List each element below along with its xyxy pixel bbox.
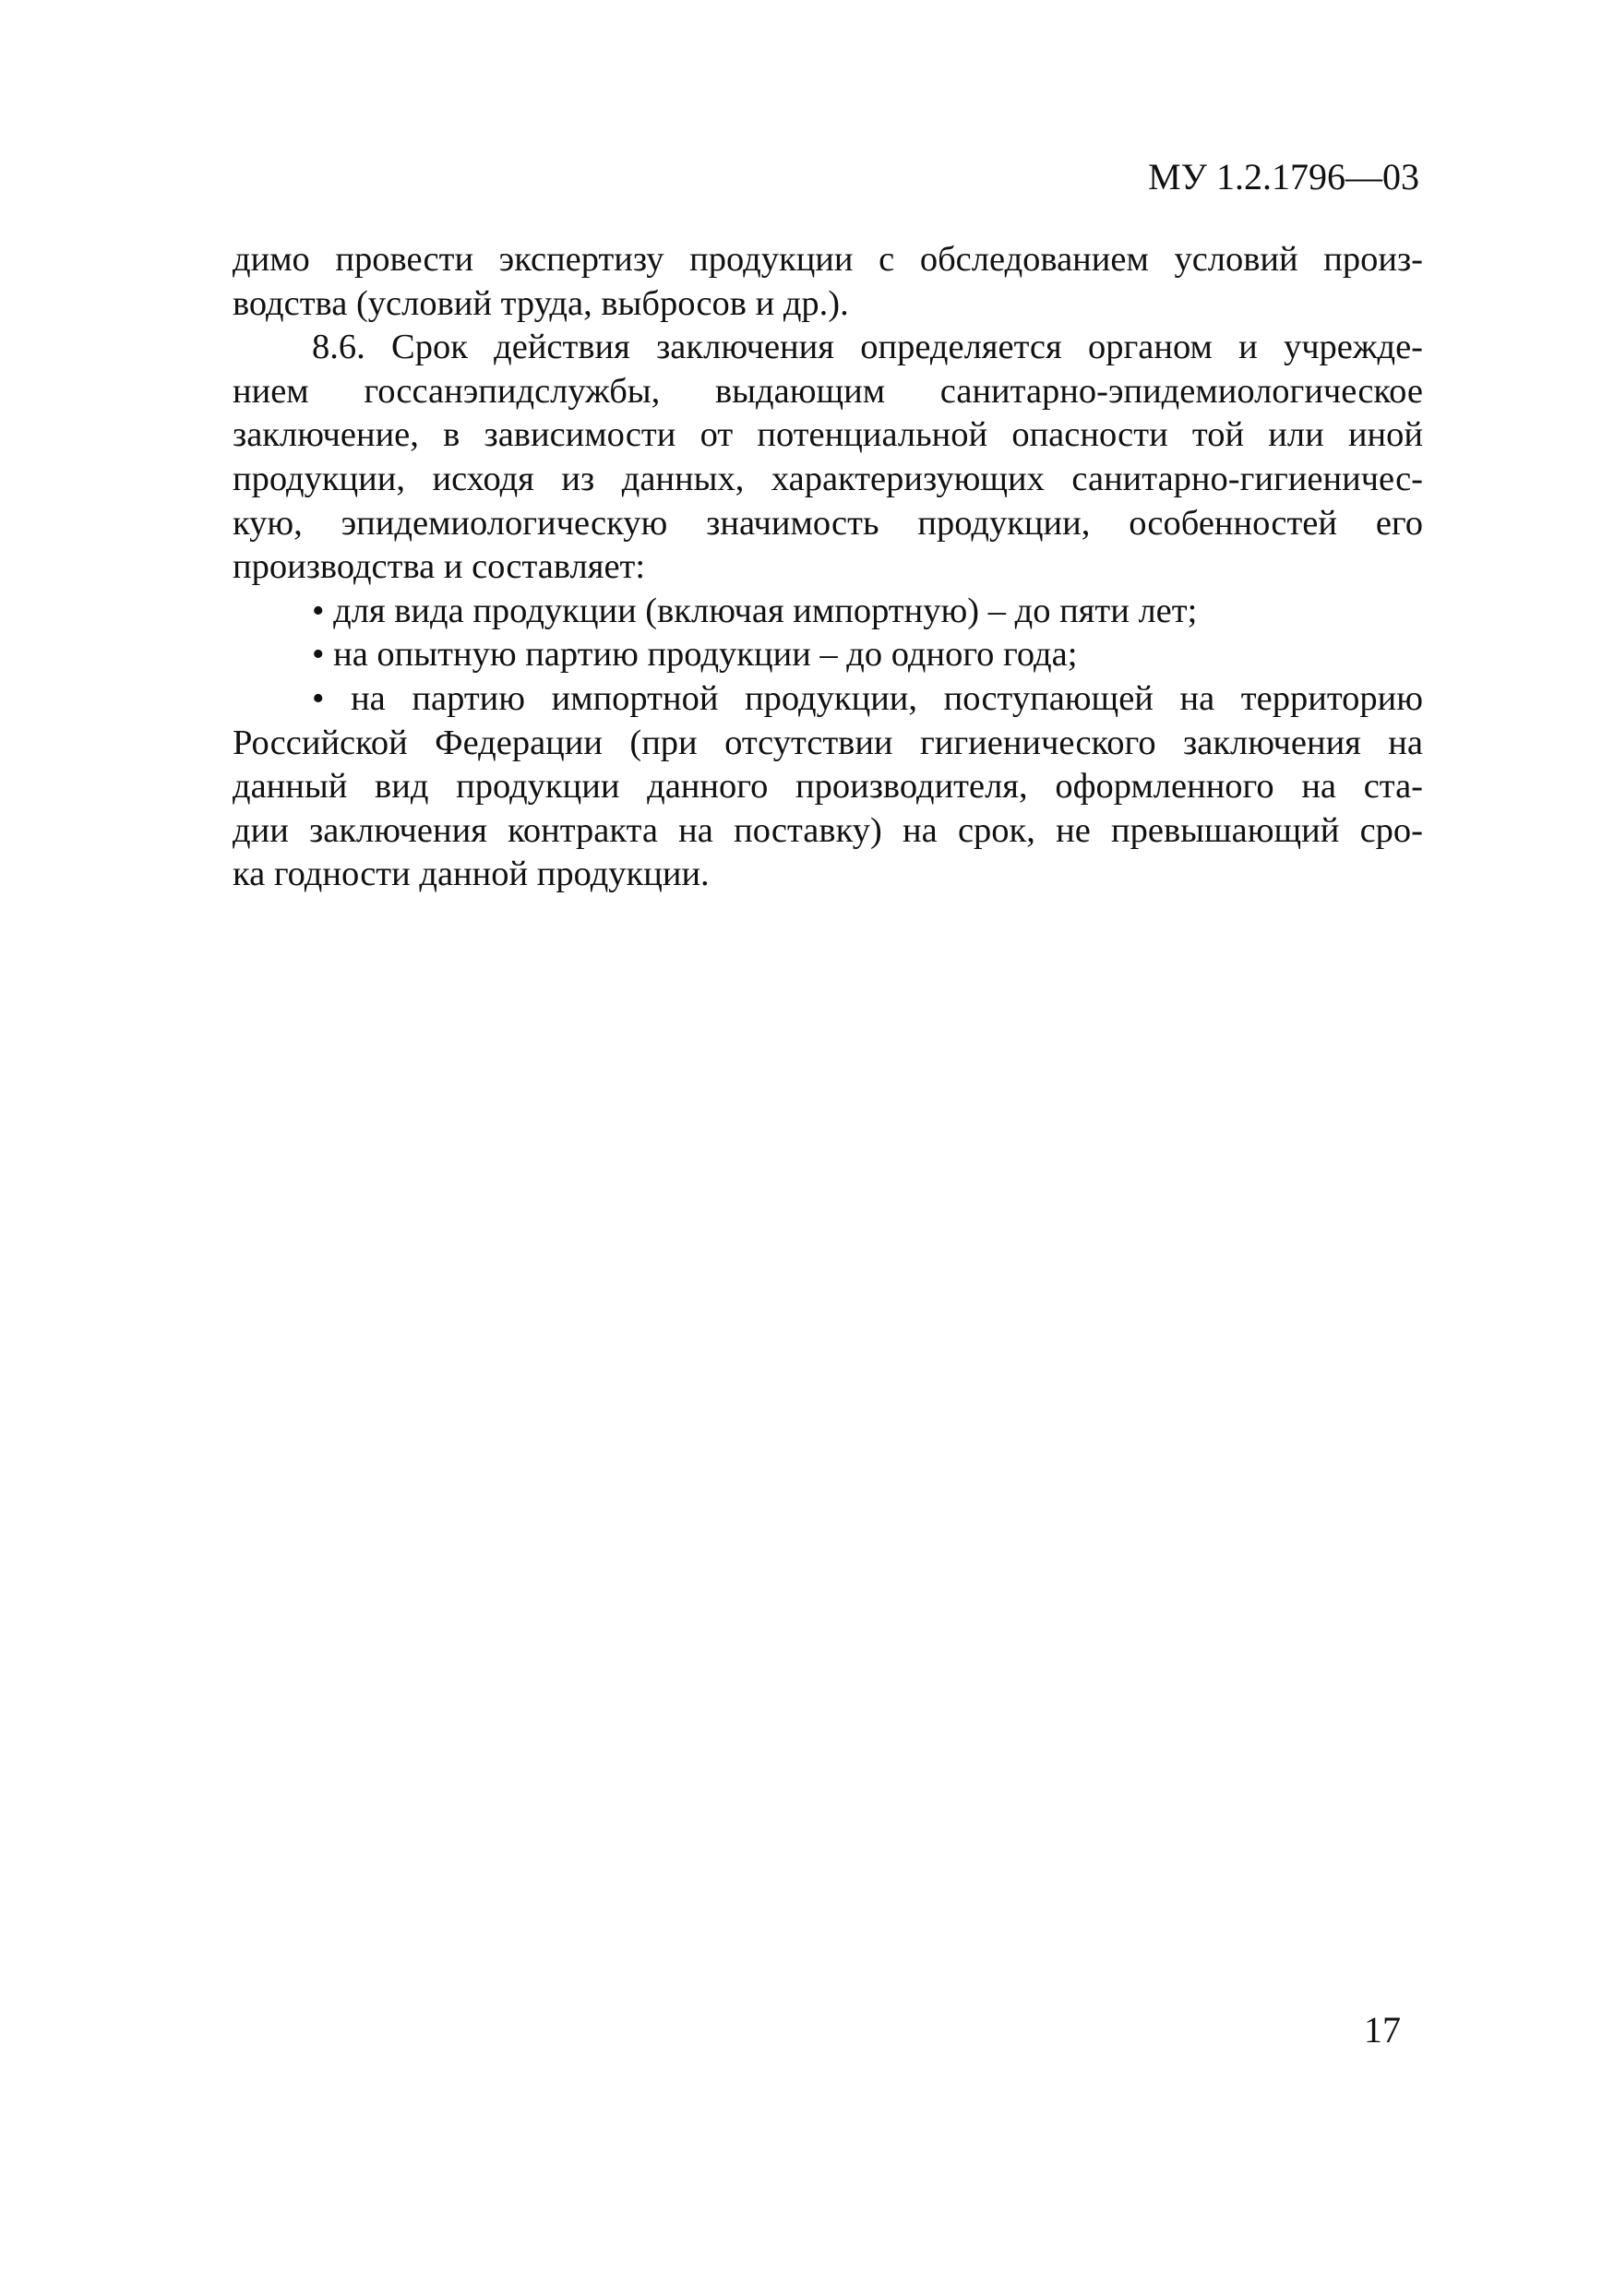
text-line: водства (условий труда, выбросов и др.). xyxy=(233,283,849,323)
text-line: данный вид продукции данного производителя, оформленного на ста- xyxy=(233,767,1423,807)
text-line: заключение, в зависимости от потенциальной опасности той или иной xyxy=(233,415,1423,455)
text-line: димо провести экспертизу продукции с обследованием условий произ- xyxy=(233,240,1423,279)
text-line: ка годности данной продукции. xyxy=(233,855,710,894)
bullet-item: • на партию импортной продукции, поступающей на территорию xyxy=(312,678,1423,718)
bullet-item: • для вида продукции (включая импортную) – до пяти лет; xyxy=(312,591,1198,630)
text-line: дии заключения контракта на поставку) на срок, не превышающий сро- xyxy=(233,810,1423,850)
text-line: продукции, исходя из данных, характеризующих санитарно-гигиеничес- xyxy=(233,459,1423,498)
paragraph-8-6-first-line: 8.6. Срок действия заключения определяется органом и учрежде- xyxy=(312,328,1423,367)
page-number: 17 xyxy=(1364,2009,1401,2051)
bullet-item: • на опытную партию продукции – до одного года; xyxy=(312,635,1078,675)
text-line: Российской Федерации (при отсутствии гигиенического заключения на xyxy=(233,723,1423,762)
text-line: кую, эпидемиологическую значимость продукции, особенностей его xyxy=(233,503,1423,543)
body-text xyxy=(233,238,1423,897)
running-header-doc-code: МУ 1.2.1796—03 xyxy=(1148,156,1419,197)
text-line: производства и составляет: xyxy=(233,547,646,587)
text-line: нием госсанэпидслужбы, выдающим санитарно-эпидемиологическое xyxy=(233,371,1423,411)
